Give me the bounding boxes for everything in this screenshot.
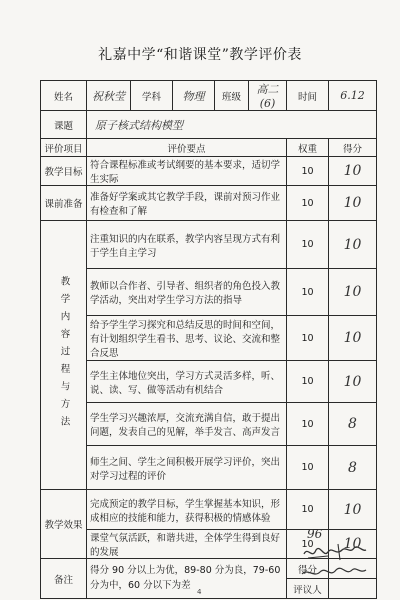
table-row [41, 221, 377, 269]
point-text: 完成预定的教学目标，学生掌握基本知识，形成相应的技能和能力，获得积极的情感体验 [87, 490, 287, 530]
section-process [41, 221, 87, 490]
table-row [41, 446, 377, 490]
point-text: 课堂气氛活跃，和谐共进，全体学生得到良好的发展 [87, 530, 287, 559]
weight-cell: 10 [287, 186, 329, 221]
section-goal: 教学目标 [41, 157, 87, 186]
point-text: 学生学习兴趣浓厚，交流充满自信，敢于提出问题，发表自己的见解，举手发言、高声发言 [87, 403, 287, 446]
point-text: 注重知识的内在联系，教学内容呈现方式有利于学生自主学习 [87, 221, 287, 269]
weight-cell: 10 [287, 403, 329, 446]
section-process-label: 教学内容过程与方法 [58, 276, 70, 434]
weight-cell: 10 [287, 221, 329, 269]
topic-label: 课题 [41, 111, 87, 139]
remarks-label: 备注 [41, 559, 87, 599]
point-text: 教师以合作者、引导者、组织者的角色投入教学活动，突出对学生学习方法的指导 [87, 269, 287, 316]
header-item: 评价项目 [41, 139, 87, 157]
score-cell: 8 [329, 403, 377, 446]
table-row [41, 157, 377, 186]
weight-cell: 10 [287, 490, 329, 530]
weight-cell: 10 [287, 530, 329, 559]
point-text: 学生主体地位突出，学习方式灵活多样，听、说、读、写、做等活动有机结合 [87, 361, 287, 403]
weight-cell: 10 [287, 269, 329, 316]
form-title: 礼嘉中学“和谐课堂”教学评价表 [98, 47, 302, 63]
name-label: 姓名 [41, 81, 87, 111]
subject-label: 学科 [131, 81, 173, 111]
point-text: 符合课程标准或考试纲要的基本要求，适切学生实际 [87, 157, 287, 186]
score-cell: 10 [329, 157, 377, 186]
time-value: 6.12 [329, 81, 377, 111]
header-score: 得分 [329, 139, 377, 157]
weight-cell: 10 [287, 361, 329, 403]
remarks-text: 得分 90 分以上为优，89-80 分为良，79-60 分为中，60 分以下为差 [87, 559, 287, 599]
weight-cell: 10 [287, 446, 329, 490]
table-row [41, 361, 377, 403]
score-cell: 10 [329, 316, 377, 361]
total-score-value: 96 [307, 527, 323, 541]
evaluation-table [40, 80, 377, 599]
score-cell: 10 [329, 490, 377, 530]
info-row [41, 81, 377, 111]
score-cell: 10 [329, 221, 377, 269]
class-value: 高二(6) [249, 81, 287, 111]
total-score-label: 得分 [287, 559, 329, 579]
point-text: 准备好学案或其它教学手段，课前对预习作业有检查和了解 [87, 186, 287, 221]
weight-cell: 10 [287, 316, 329, 361]
class-label: 班级 [215, 81, 249, 111]
page-number: 4 [197, 588, 202, 596]
evaluator-signature [298, 540, 370, 584]
evaluator-label: 评议人 [287, 579, 329, 599]
score-cell: 10 [329, 361, 377, 403]
table-row [41, 186, 377, 221]
name-value: 祝秋莹 [87, 81, 131, 111]
header-points: 评价要点 [87, 139, 287, 157]
header-row [41, 139, 377, 157]
point-text: 给予学生学习探究和总结反思的时间和空间，有计划组织学生看书、思考、议论、交流和整合反思 [87, 316, 287, 361]
score-cell: 10 [329, 269, 377, 316]
header-weight: 权重 [287, 139, 329, 157]
subject-value: 物理 [173, 81, 215, 111]
topic-value: 原子核式结构模型 [87, 111, 377, 139]
table-row [41, 269, 377, 316]
score-cell: 8 [329, 446, 377, 490]
topic-row [41, 111, 377, 139]
table-row [41, 316, 377, 361]
time-label: 时间 [287, 81, 329, 111]
section-effect: 教学效果 [41, 490, 87, 559]
score-cell: 10 [329, 530, 377, 559]
table-row [41, 403, 377, 446]
section-prep: 课前准备 [41, 186, 87, 221]
weight-cell: 10 [287, 157, 329, 186]
table-row [41, 490, 377, 530]
point-text: 师生之间、学生之间积极开展学习评价，突出对学习过程的评价 [87, 446, 287, 490]
score-cell: 10 [329, 186, 377, 221]
